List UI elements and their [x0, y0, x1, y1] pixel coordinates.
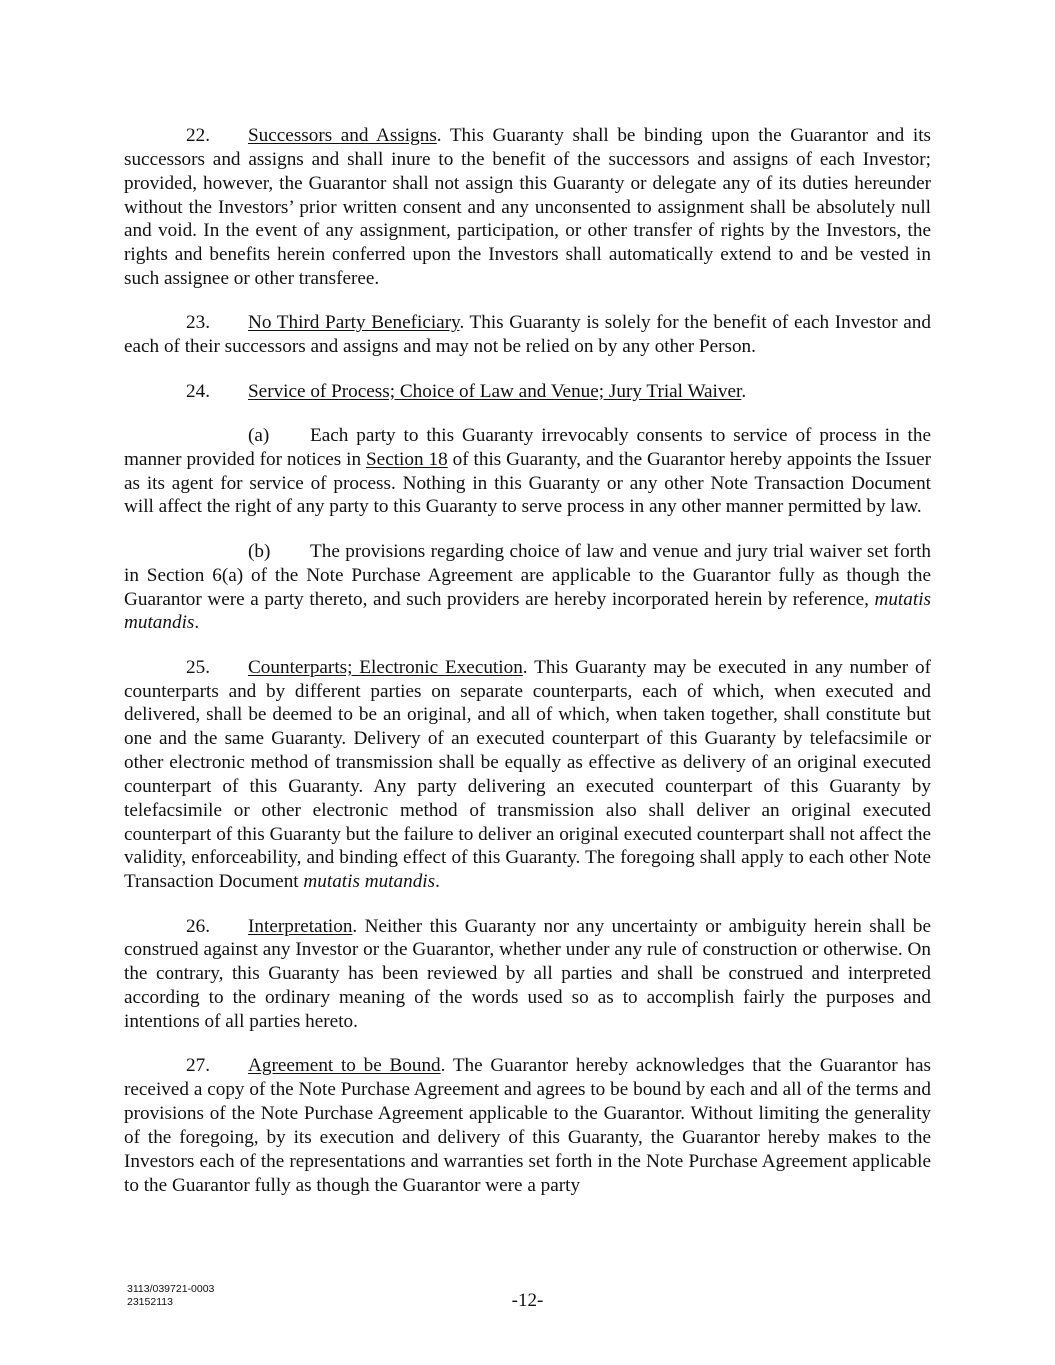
section-number: 26.: [186, 915, 210, 937]
subsection-label: (a): [248, 424, 270, 446]
subsection-24b: [124, 540, 931, 635]
section-heading: Counterparts; Electronic Execution: [248, 656, 523, 678]
section-reference: Section 18: [366, 448, 448, 470]
section-25: [124, 656, 931, 894]
latin-phrase: mutatis mutandis: [303, 871, 436, 893]
subsection-body-cont: of this Guaranty, and the Guarantor hereby appoints the Issuer as its agent for service of process. Nothing in this Guaranty or any other Note Transaction Document will affect the right of any party to this Guaranty to serve process in any other manner permitted by law.: [124, 448, 931, 518]
document-id-line1: 3113/039721-0003: [127, 1283, 215, 1295]
latin-phrase: mutatis mutandis: [124, 588, 931, 634]
section-23: [124, 311, 931, 359]
subsection-body-end: .: [194, 612, 200, 634]
document-id-line2: 23152113: [127, 1296, 173, 1308]
section-body: . This Guaranty shall be binding upon the Guarantor and its successors and assigns and shall inure to the benefit of the successors and assigns of each Investor; provided, however, the Guarantor shall not assign this Guaranty or delegate any of its duties hereunder without the Investors’ prior written consent and any unconsented to assignment shall be absolutely null and void. In the event of any assignment, participation, or other transfer of rights by the Investors, the rights and benefits herein conferred upon the Investors shall automatically extend to and be vested in such assignee or other transferee.: [124, 125, 931, 290]
section-body: . This Guaranty is solely for the benefit of each Investor and each of their successors and assigns and may not be relied on by any other Person.: [124, 312, 931, 358]
section-27: [124, 1054, 931, 1197]
subsection-body: Each party to this Guaranty irrevocably consents to service of process in the manner provided for notices in: [124, 424, 931, 470]
section-body: . Neither this Guaranty nor any uncertainty or ambiguity herein shall be construed against any Investor or the Guarantor, whether under any rule of construction or otherwise. On the contrary, this Guaranty has been reviewed by all parties and shall be construed and interpreted according to the ordinary meaning of the words used so as to accomplish fairly the purposes and intentions of all parties hereto.: [124, 915, 931, 1032]
section-number: 23.: [186, 312, 210, 334]
section-body-end: .: [435, 871, 440, 893]
section-body: .: [741, 380, 747, 402]
section-number: 27.: [186, 1055, 210, 1077]
section-number: 24.: [186, 380, 210, 402]
page-number: -12-: [511, 1290, 544, 1311]
section-body: . The Guarantor hereby acknowledges that the Guarantor has received a copy of the Note Purchase Agreement and agrees to be bound by each and all of the terms and provisions of the Note Purchase Agreement applicable to the Guarantor. Without limiting the generality of the foregoing, by its execution and delivery of this Guaranty, the Guarantor hereby makes to the Investors each of the representations and warranties set forth in the Note Purchase Agreement applicable to the Guarantor fully as though the Guarantor were a party: [124, 1055, 931, 1196]
subsection-body: The provisions regarding choice of law and venue and jury trial waiver set forth in Section 6(a) of the Note Purchase Agreement are applicable to the Guarantor fully as though the Guarantor were a party thereto, and such providers are hereby incorporated herein by reference,: [124, 540, 931, 610]
section-heading: Service of Process; Choice of Law and Venue; Jury Trial Waiver: [248, 380, 742, 402]
section-22: [124, 124, 931, 291]
section-heading: Agreement to be Bound: [248, 1055, 441, 1077]
section-26: [124, 915, 931, 1034]
section-body: . This Guaranty may be executed in any number of counterparts and by different parties on separate counterparts, each of which, when executed and delivered, shall be deemed to be an original, and all of which, when taken together, shall constitute but one and the same Guaranty. Delivery of an executed counterpart of this Guaranty by telefacsimile or other electronic method of transmission shall be equally as effective as delivery of an original executed counterpart of this Guaranty. Any party delivering an executed counterpart of this Guaranty by telefacsimile or other electronic method of transmission also shall deliver an original executed counterpart of this Guaranty but the failure to deliver an original executed counterpart shall not affect the validity, enforceability, and binding effect of this Guaranty. The foregoing shall apply to each other Note Transaction Document: [124, 656, 932, 893]
subsection-label: (b): [248, 540, 271, 562]
section-heading: No Third Party Beneficiary: [248, 312, 460, 334]
subsection-24a: [124, 424, 931, 519]
section-24: [124, 380, 931, 404]
section-number: 25.: [186, 656, 210, 678]
section-heading: Interpretation: [248, 915, 353, 937]
section-heading: Successors and Assigns: [248, 125, 437, 146]
document-page: [124, 124, 931, 1218]
section-number: 22.: [186, 125, 210, 146]
